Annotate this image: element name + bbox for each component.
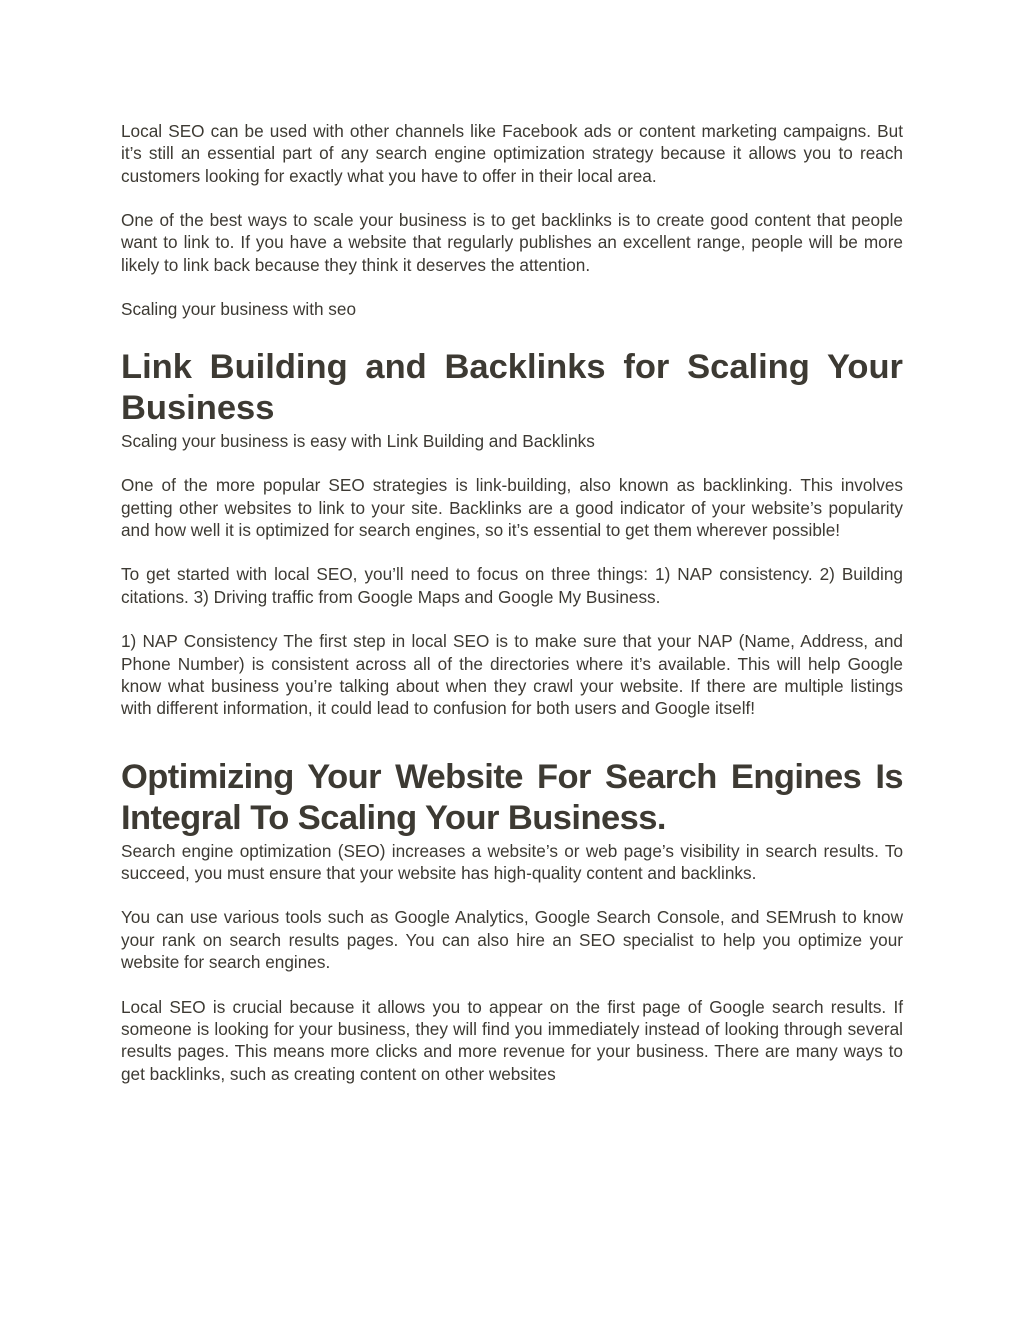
intro-paragraph-3: Scaling your business with seo bbox=[121, 299, 357, 320]
document-page bbox=[121, 120, 903, 1085]
section-heading-link-building: Link Building and Backlinks for Scaling Your Business bbox=[121, 347, 903, 427]
section2-paragraph-1: Search engine optimization (SEO) increases a website’s or web page’s visibility in search results. To succeed, you must ensure that your website has high-quality content and backlinks. bbox=[121, 840, 903, 883]
intro-paragraph-1: Local SEO can be used with other channels like Facebook ads or content marketing campaigns. But it’s still an essential part of any search engine optimization strategy because it allows you to reach customers looking for exactly what you have to offer in their local area. bbox=[121, 121, 903, 186]
section1-paragraph-1: Scaling your business is easy with Link Building and Backlinks bbox=[121, 430, 595, 451]
section2-paragraph-3: Local SEO is crucial because it allows you to appear on the first page of Google search results. If someone is looking for your business, they will find you immediately instead of looking through several results pages. This means more clicks and more revenue for your business. There are many ways to get backlinks, such as creating content on other websites bbox=[121, 996, 903, 1084]
section1-paragraph-4: 1) NAP Consistency The first step in local SEO is to make sure that your NAP (Name, Address, and Phone Number) is consistent across all of the directories where it’s available. This will help Google know what business you’re talking about when they crawl your website. If there are multiple listings with different information, it could lead to confusion for both users and Google itself! bbox=[121, 631, 903, 719]
intro-paragraph-2: One of the best ways to scale your business is to get backlinks is to create good content that people want to link to. If you have a website that regularly publishes an excellent range, people will be more likely to link back because they think it deserves the attention. bbox=[121, 210, 903, 275]
section2-paragraph-2: You can use various tools such as Google Analytics, Google Search Console, and SEMrush to know your rank on search results pages. You can also hire an SEO specialist to help you optimize your website for search engines. bbox=[121, 907, 903, 973]
section1-paragraph-2: One of the more popular SEO strategies is link-building, also known as backlinking. This involves getting other websites to link to your site. Backlinks are a good indicator of your website’s popularity and how well it is optimized for search engines, so it’s essential to get them wherever possible! bbox=[121, 475, 903, 540]
section-heading-optimizing: Optimizing Your Website For Search Engines Is Integral To Scaling Your Business. bbox=[121, 757, 903, 837]
section1-paragraph-3: To get started with local SEO, you’ll need to focus on three things: 1) NAP consistency. 2) Building citations. 3) Driving traffic from Google Maps and Google My Business. bbox=[121, 564, 903, 607]
